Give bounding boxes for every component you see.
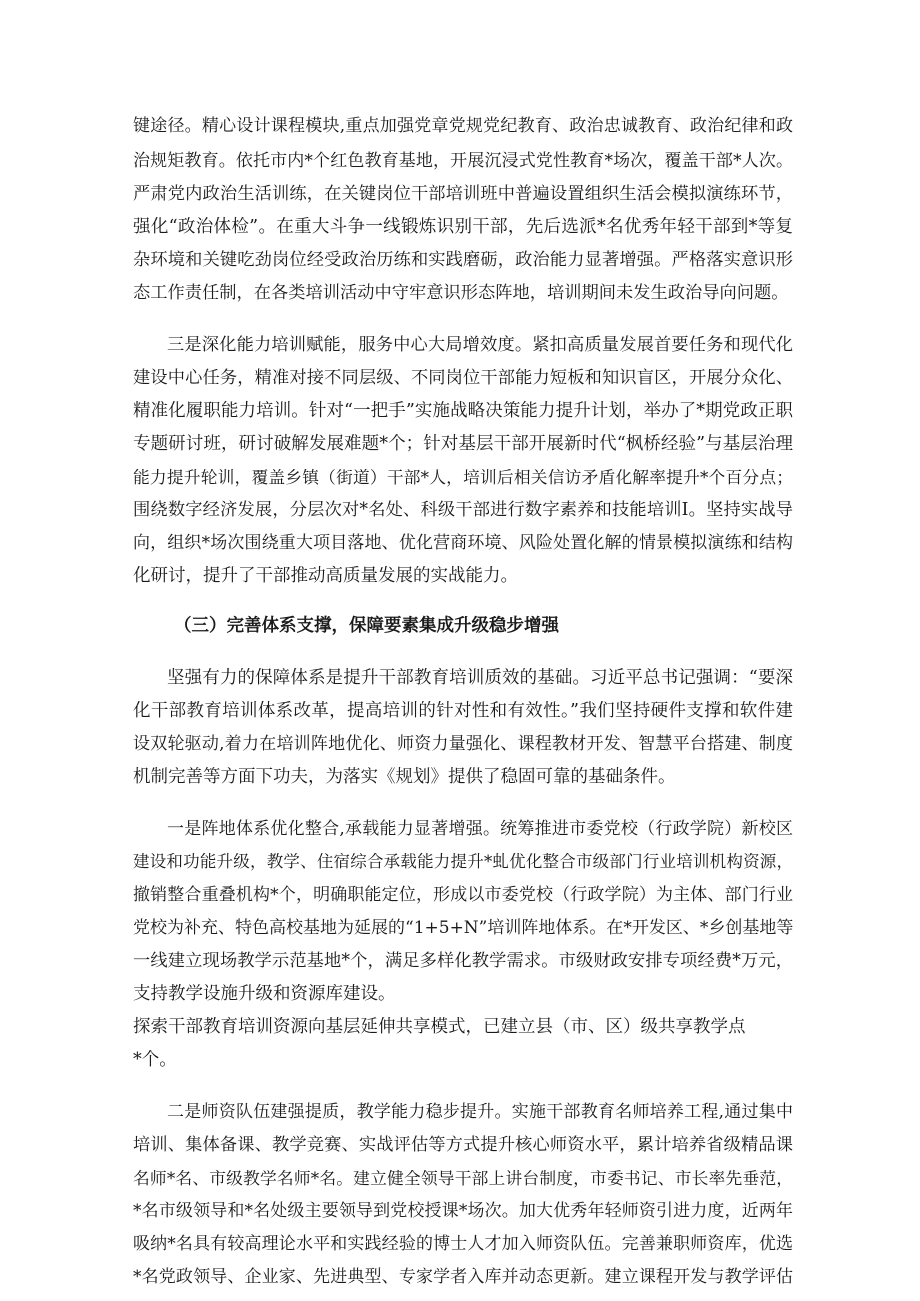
text-line: *名党政领导、企业家、先进典型、专家学者入库并动态更新。建立课程开发与教学评估	[133, 1267, 793, 1287]
text-line: 专题研讨班，研讨破解发展难题*个；针对基层干部开展新时代“枫桥经验”与基层治理	[133, 434, 793, 454]
text-line: 治规矩教育。依托市内*个红色教育基地，开展沉浸式党性教育*场次，覆盖干部*人次。	[133, 151, 793, 171]
text-line: 支持教学设施升级和资源库建设。	[133, 984, 396, 1004]
text-line: 化研讨，提升了干部推动高质量发展的实战能力。	[133, 566, 518, 586]
text-line: 设双轮驱动,着力在培训阵地优化、师资力量强化、课程教材开发、智慧平台搭建、制度	[133, 734, 793, 754]
text-line: 态工作责任制，在各类培训活动中守牢意识形态阵地，培训期间未发生政治导向问题。	[133, 283, 789, 303]
text-line: 建设中心任务，精准对接不同层级、不同岗位干部能力短板和知识盲区，开展分众化、	[133, 368, 793, 388]
text-line: 二是师资队伍建强提质，教学能力稳步提升。实施干部教育名师培养工程,通过集中	[167, 1102, 793, 1122]
text-line: 一是阵地体系优化整合,承载能力显著增强。统筹推进市委党校（行政学院）新校区	[167, 819, 793, 839]
text-line: 培训、集体备课、教学竞赛、实战评估等方式提升核心师资水平，累计培养省级精品课	[133, 1135, 793, 1155]
text-line: 精准化履职能力培训。针对“一把手”实施战略决策能力提升计划，举办了*期党政正职	[133, 401, 793, 421]
text-line: 建设和功能升级，教学、住宿综合承载能力提升*虬优化整合市级部门行业培训机构资源，	[133, 852, 793, 871]
text-line: 严肃党内政治生活训练，在关键岗位干部培训班中普遍设置组织生活会模拟演练环节，	[133, 184, 793, 204]
text-line: 坚强有力的保障体系是提升干部教育培训质效的基础。习近平总书记强调：“要深	[167, 668, 793, 688]
text-line: 机制完善等方面下功夫，为落实《规划》提供了稳固可靠的基础条件。	[133, 767, 676, 787]
text-line: 杂环境和关键吃劲岗位经受政治历练和实践磨砺，政治能力显著增强。严格落实意识形	[133, 250, 793, 270]
text-line: 能力提升轮训，覆盖乡镇（街道）干部*人，培训后相关信访矛盾化解率提升*个百分点；	[133, 467, 793, 487]
text-line: 键途径。精心设计课程模块,重点加强党章党规党纪教育、政治忠诚教育、政治纪律和政	[133, 116, 793, 136]
section-heading: （三）完善体系支撑，保障要素集成升级稳步增强	[174, 616, 559, 636]
text-line: 撤销整合重叠机构*个，明确职能定位，形成以市委党校（行政学院）为主体、部门行业	[133, 885, 793, 905]
text-line: 强化“政治体检”。在重大斗争一线锻炼识别干部，先后选派*名优秀年轻干部到*等复	[133, 217, 793, 237]
text-line: 向，组织*场次围绕重大项目落地、优化营商环境、风险处置化解的情景模拟演练和结构	[133, 533, 793, 553]
text-line: 一线建立现场教学示范基地*个，满足多样化教学需求。市级财政安排专项经费*万元，	[133, 951, 793, 971]
text-line: 探索干部教育培训资源向基层延伸共享模式，已建立县（市、区）级共享教学点	[133, 1017, 746, 1037]
text-line: 围绕数字经济发展，分层次对*名处、科级干部进行数字素养和技能培训I。坚持实战导	[133, 500, 793, 520]
text-line: 吸纳*名具有较高理论水平和实践经验的博士人才加入师资队伍。完善兼职师资库，优选	[133, 1234, 793, 1254]
text-line: 名师*名、市级教学名师*名。建立健全领导干部上讲台制度，市委书记、市长率先垂范，	[133, 1168, 793, 1188]
text-line: *个。	[133, 1050, 177, 1070]
text-line: 三是深化能力培训赋能，服务中心大局增效度。紧扣高质量发展首要任务和现代化	[167, 335, 793, 355]
text-line: 化干部教育培训体系改革，提高培训的针对性和有效性。”我们坚持硬件支撑和软件建	[133, 701, 793, 721]
text-line: *名市级领导和*名处级主要领导到党校授课*场次。加大优秀年轻师资引进力度，近两年	[133, 1201, 793, 1221]
text-line: 党校为补充、特色高校基地为延展的“1+5+N”培训阵地体系。在*开发区、*乡创基地等	[133, 918, 794, 938]
